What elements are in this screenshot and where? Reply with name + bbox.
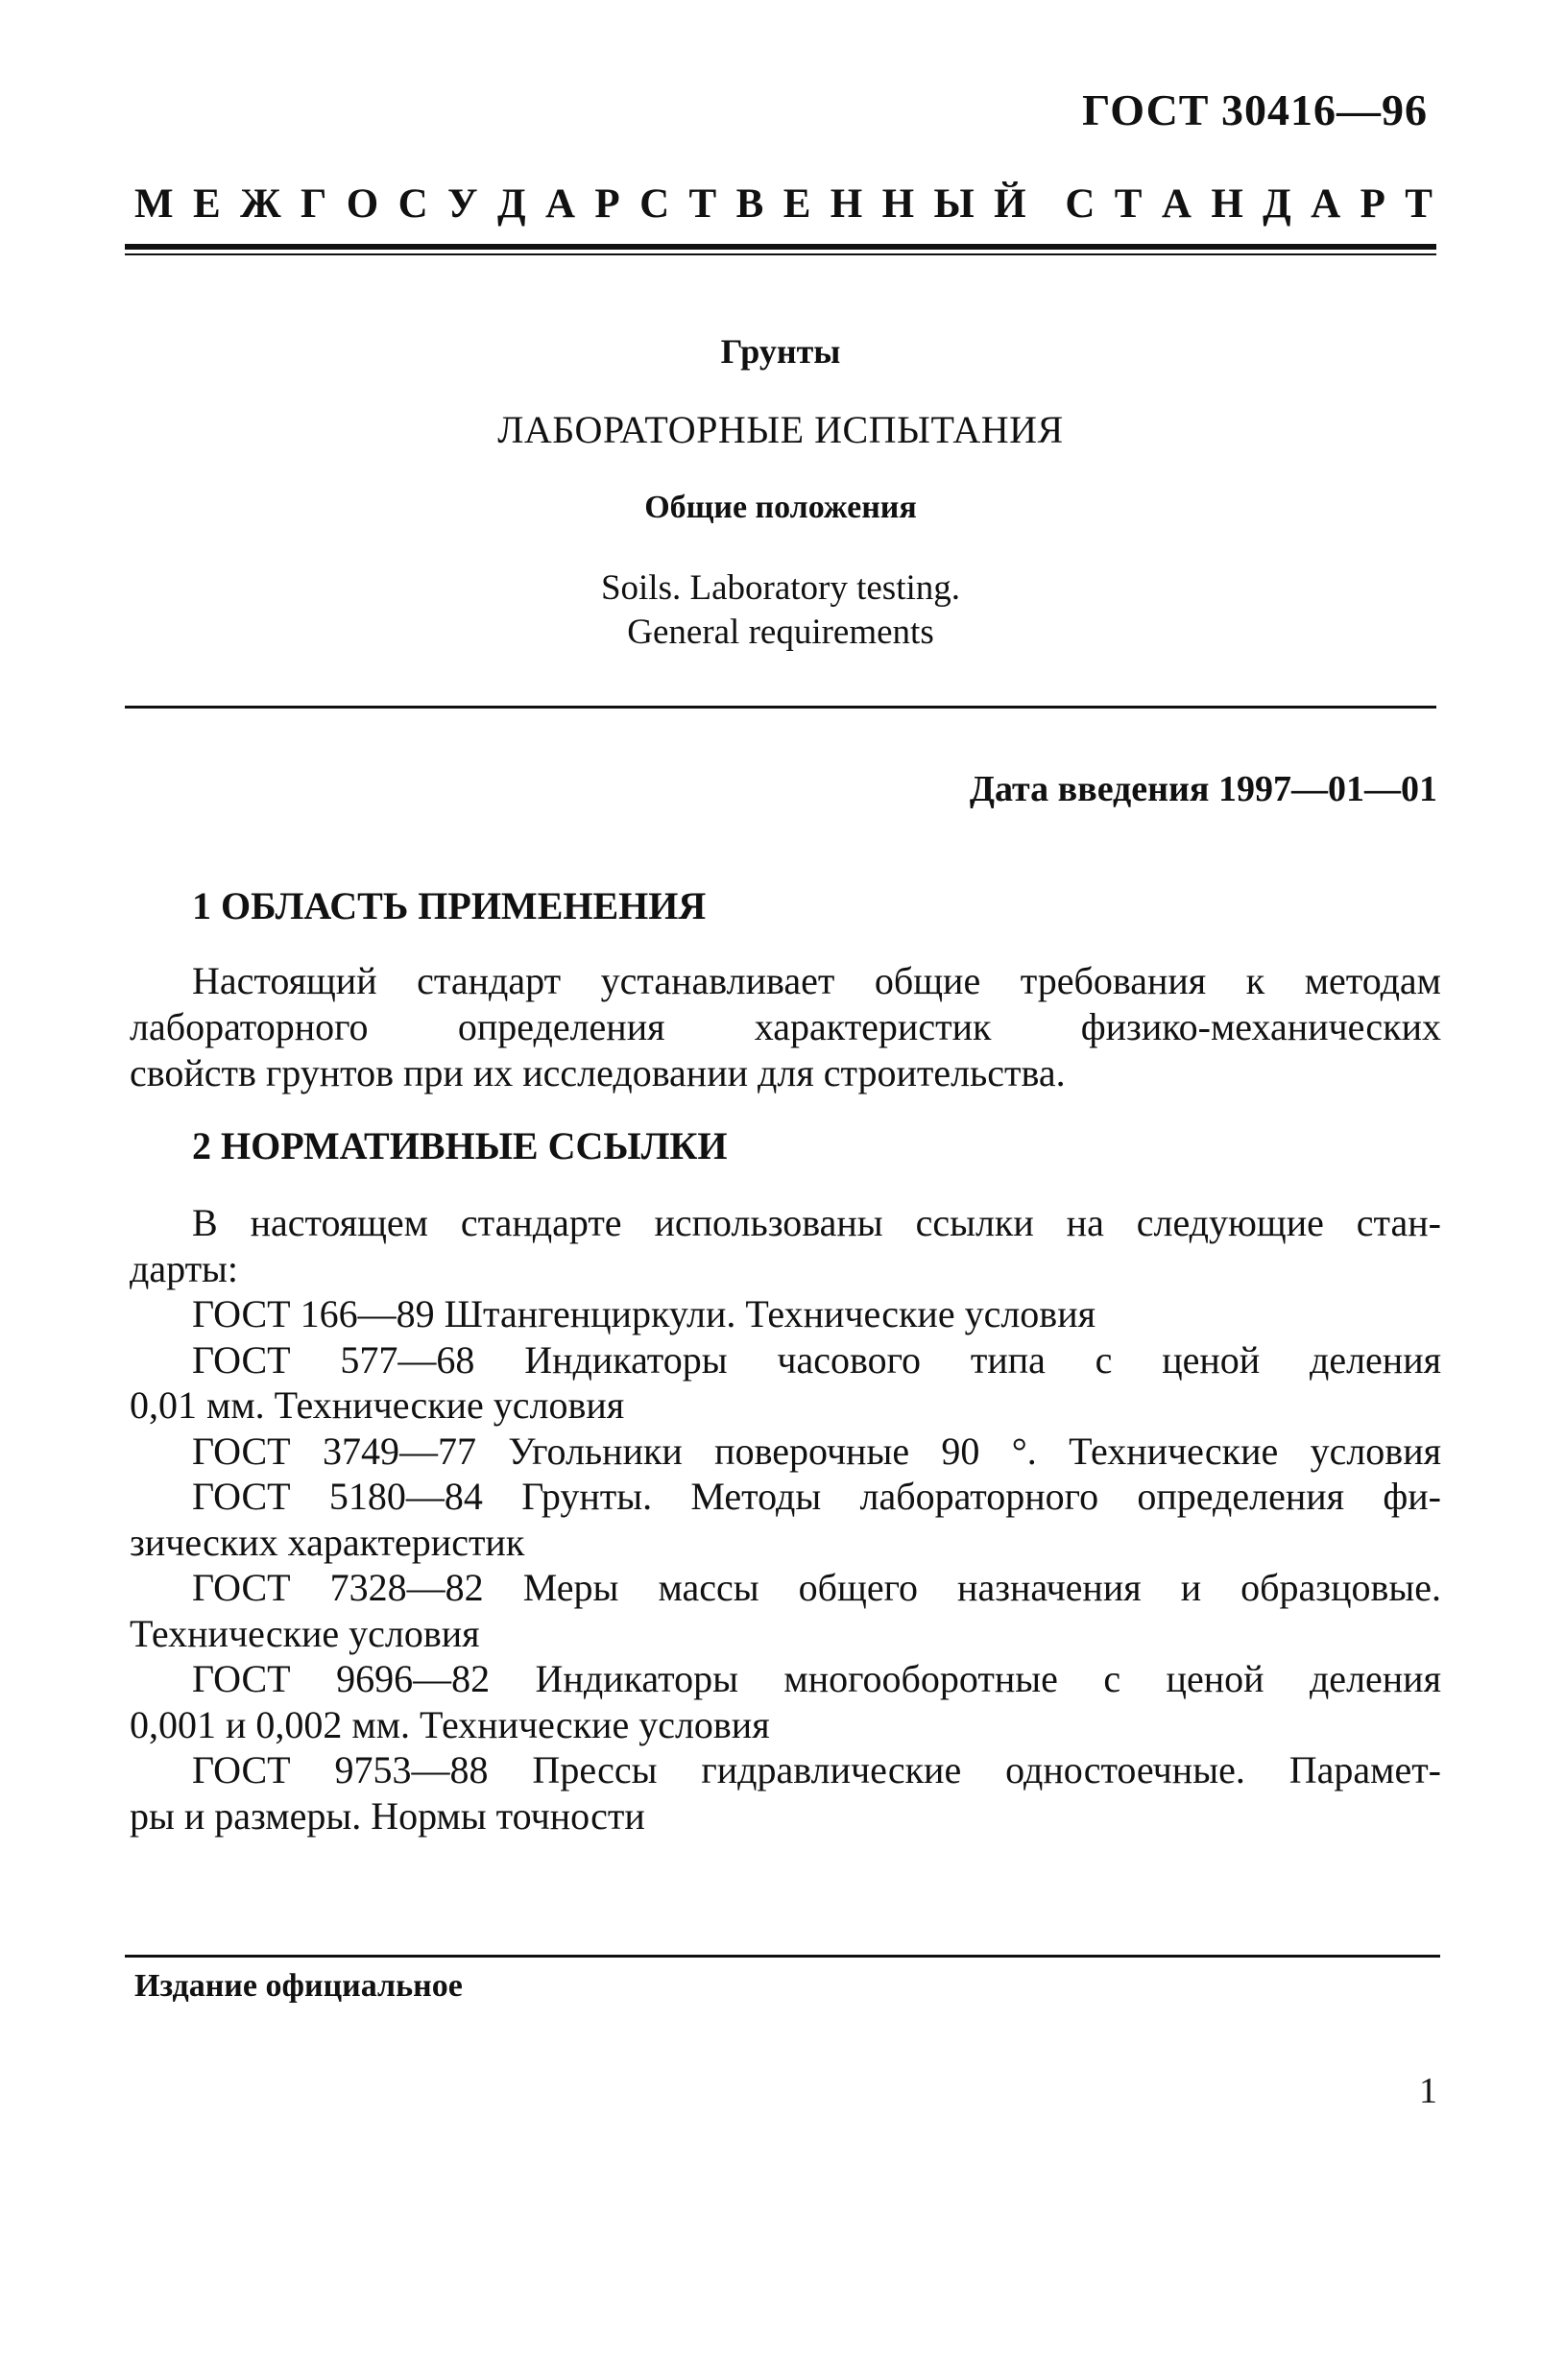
banner-letter: Т [688,181,717,227]
reference-item-continuation: 0,01 мм. Технические условия [130,1383,625,1427]
section-heading-references: 2 НОРМАТИВНЫЕ ССЫЛКИ [192,1124,728,1167]
banner-letter: Н [881,181,915,227]
banner-letter: А [544,181,576,227]
page-number: 1 [1419,2071,1437,2111]
references-list [130,1200,1441,1839]
document-id: ГОСТ 30416—96 [1082,85,1428,134]
banner-letter: Н [1211,181,1243,227]
title-rule [125,706,1436,709]
title-english-line: Soils. Laboratory testing. [600,568,961,608]
paragraph-line: лабораторного определения характеристик физико-механических [130,1005,1441,1048]
title-english [125,566,1436,655]
banner-letter: Д [1263,181,1291,227]
reference-item: ГОСТ 166—89 Штангенциркули. Технические условия [192,1292,1096,1335]
reference-item-continuation: ры и размеры. Нормы точности [130,1793,645,1838]
reference-item-continuation: зических характеристик [130,1520,525,1564]
banner-letter: У [447,181,478,227]
banner-letter: Н [830,181,863,227]
title-english-line: General requirements [627,613,934,652]
standard-type-banner [134,180,1433,228]
paragraph-line: свойств грунтов при их исследовании для строительства. [130,1051,1066,1094]
introduction-date: Дата введения 1997—01—01 [969,769,1437,809]
banner-letter: А [1161,181,1192,227]
footer-rule [125,1955,1440,1958]
banner-letter: Т [1114,181,1143,227]
banner-letter: Т [1405,181,1433,227]
banner-letter: М [134,181,174,227]
official-edition-label: Издание официальное [134,1968,463,2004]
banner-letter: С [639,181,670,227]
header-rule-thick [125,244,1436,250]
banner-letter: Ж [240,181,281,227]
banner-letter: Й [994,181,1026,227]
reference-item: ГОСТ 577—68 Индикаторы часового типа с ценой деления [192,1337,1441,1382]
banner-letter: А [1311,181,1341,227]
reference-item: ГОСТ 9753—88 Прессы гидравлические одностоечные. Парамет- [192,1748,1441,1791]
banner-letter: Е [783,181,811,227]
reference-item-continuation: 0,001 и 0,002 мм. Технические условия [130,1702,770,1746]
reference-item-continuation: Технические условия [130,1611,480,1655]
reference-item: ГОСТ 5180—84 Грунты. Методы лабораторного определения фи- [192,1475,1441,1518]
reference-item: ГОСТ 3749—77 Угольники поверочные 90 °. Технические условия [192,1429,1441,1473]
section-heading-scope: 1 ОБЛАСТЬ ПРИМЕНЕНИЯ [192,884,707,927]
banner-letter: Д [496,181,526,227]
banner-letter: Е [192,181,221,227]
references-intro-line: В настоящем стандарте использованы ссылки на следующие стан- [192,1201,1441,1244]
paragraph-line: Настоящий стандарт устанавливает общие требования к методам [192,959,1441,1002]
header-rule-thin [125,253,1436,255]
title-category: Грунты [720,332,841,371]
title-subtitle: Общие положения [644,490,917,525]
banner-letter: Р [1360,181,1385,227]
reference-item: ГОСТ 9696—82 Индикаторы многооборотные с ценой деления [192,1657,1441,1700]
references-intro-line: дарты: [130,1246,239,1290]
banner-letter: С [1065,181,1096,227]
banner-letter: С [397,181,428,227]
banner-letter: Г [300,181,327,227]
reference-item: ГОСТ 7328—82 Меры массы общего назначения и образцовые. [192,1566,1441,1609]
banner-letter: О [346,181,379,227]
scope-paragraph [130,958,1441,1096]
banner-letter: Р [594,181,620,227]
title-main: ЛАБОРАТОРНЫЕ ИСПЫТАНИЯ [497,408,1064,451]
banner-letter: В [735,181,764,227]
banner-letter: Ы [933,181,975,227]
